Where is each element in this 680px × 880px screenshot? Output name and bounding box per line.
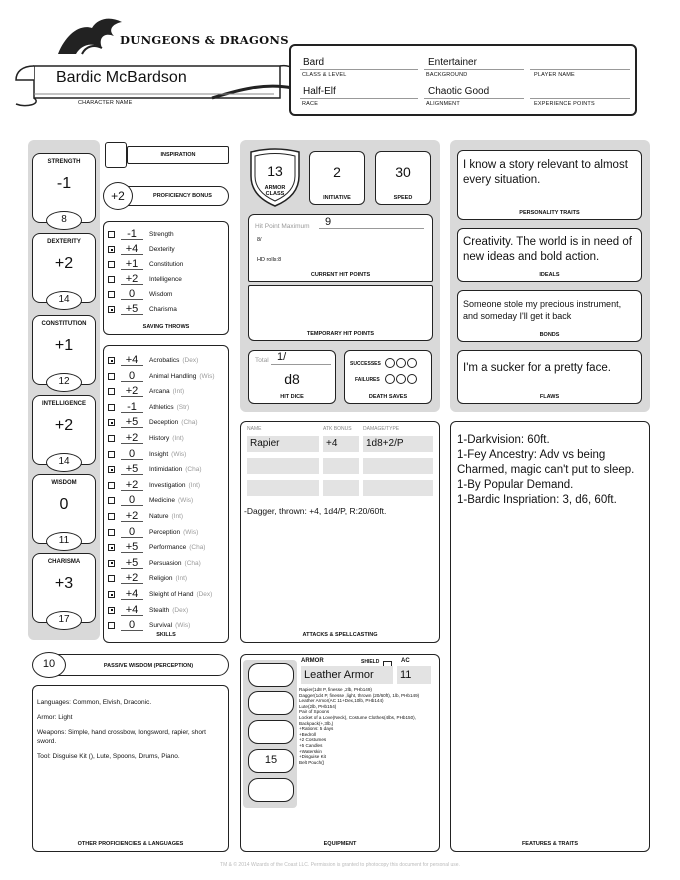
death-saves-label: DEATH SAVES: [368, 394, 408, 400]
current-hp-box[interactable]: [248, 214, 433, 282]
ability-score[interactable]: 11: [46, 532, 82, 551]
proficiency-checkbox[interactable]: [108, 419, 115, 426]
inspiration-box[interactable]: [105, 142, 127, 168]
coin-slot-cp[interactable]: [248, 663, 294, 687]
proficiency-checkbox[interactable]: [108, 607, 115, 614]
saving-throw-value[interactable]: +2: [121, 274, 143, 285]
skill-value[interactable]: 0: [121, 371, 143, 382]
skill-name: Animal Handling: [149, 372, 197, 380]
skill-ability: (Int): [172, 435, 184, 442]
proficiency-checkbox[interactable]: [108, 451, 115, 458]
skill-row: [108, 540, 205, 555]
saving-throw-name: Strength: [149, 231, 174, 238]
equipment-ac-value[interactable]: 11: [397, 666, 431, 684]
passive-wisdom-circle[interactable]: [32, 652, 66, 678]
skill-row: [108, 571, 187, 586]
equipment-shield-label: SHIELD: [361, 659, 380, 665]
equipment-label: EQUIPMENT: [323, 841, 357, 847]
ability-name: DEXTERITY: [47, 239, 81, 245]
equipment-line: Lute(2lb, PHb154): [299, 703, 337, 709]
initiative-value: 2: [333, 164, 341, 180]
attack-damage[interactable]: 1d8+2/P: [363, 436, 433, 452]
ability-name: CHARISMA: [47, 559, 81, 565]
proficiencies-line: Weapons: Simple, hand crossbow, longsword, rapier, short sword.: [37, 729, 206, 745]
attacks-col-name: NAME: [247, 426, 262, 432]
failure-checks: [385, 374, 417, 384]
skill-row: [108, 587, 212, 602]
equipment-line: +Bedroll: [299, 731, 316, 737]
saving-throw-value[interactable]: -1: [121, 229, 143, 240]
saving-throw-row: [108, 272, 182, 287]
saving-throw-row: [108, 242, 175, 257]
ability-constitution: [32, 315, 96, 391]
saving-throw-row: [108, 257, 183, 272]
skill-row: [108, 369, 215, 384]
skill-ability: (Int): [172, 388, 185, 396]
skill-row: [108, 384, 184, 399]
proficiency-checkbox[interactable]: [108, 231, 115, 238]
saving-throws-box: [103, 221, 229, 335]
race-label: RACE: [302, 101, 319, 107]
skills-box: [103, 345, 229, 643]
ability-dexterity: [32, 233, 96, 309]
skill-name: Stealth: [149, 606, 170, 614]
saving-throw-value[interactable]: +4: [121, 244, 143, 255]
skill-name: Insight: [149, 450, 169, 458]
hit-dice-label: HIT DICE: [280, 394, 304, 400]
attacks-col-damage: DAMAGE/TYPE: [363, 426, 400, 432]
proficiency-checkbox[interactable]: [108, 435, 115, 442]
skill-ability: (Dex): [196, 591, 213, 598]
feature-line: 1-Bardic Inspriation: 3, d6, 60ft.: [457, 494, 617, 506]
speed-label: SPEED: [393, 195, 413, 201]
flaws-text: I'm a sucker for a pretty face.: [463, 362, 611, 374]
success-check[interactable]: [407, 358, 417, 368]
success-check[interactable]: [385, 358, 395, 368]
coin-value: 15: [264, 754, 278, 766]
coin-slot-gp[interactable]: [248, 749, 294, 773]
features-label: FEATURES & TRAITS: [521, 841, 579, 847]
ability-score[interactable]: 14: [46, 453, 82, 472]
proficiency-checkbox[interactable]: [108, 560, 115, 567]
skill-row: [108, 556, 201, 571]
bonds-label: BONDS: [539, 332, 560, 338]
equipment-ac-label: AC: [401, 658, 410, 664]
skill-name: Medicine: [149, 497, 176, 505]
logo-text: DUNGEONS & DRAGONS: [120, 33, 289, 47]
proficiencies-line: Tool: Disguise Kit (), Lute, Spoons, Drums, Piano.: [37, 753, 180, 760]
skill-name: History: [149, 435, 170, 442]
personality-traits-label: PERSONALITY TRAITS: [519, 210, 580, 216]
skill-row: [108, 525, 198, 540]
skill-value[interactable]: +4: [121, 605, 143, 616]
attacks-box: [240, 421, 440, 643]
race-value[interactable]: Half-Elf: [303, 86, 336, 97]
feature-line: 1-Fey Ancestry: Adv vs being Charmed, magic can't put to sleep.: [457, 449, 635, 476]
alignment-value[interactable]: Chaotic Good: [428, 86, 490, 97]
current-hp-label: CURRENT HIT POINTS: [310, 272, 371, 278]
character-name[interactable]: Bardic McBardson: [56, 69, 187, 86]
hp-max-value[interactable]: 9: [325, 216, 332, 228]
attack-damage[interactable]: [363, 480, 433, 496]
proficiencies-line: Languages: Common, Elvish, Draconic.: [37, 699, 152, 706]
proficiency-checkbox[interactable]: [108, 246, 115, 253]
skill-row: [108, 447, 186, 462]
skill-name: Nature: [149, 513, 169, 520]
passive-wisdom-value: 10: [42, 658, 56, 670]
attack-name[interactable]: Rapier: [247, 436, 319, 452]
passive-wisdom-label: PASSIVE WISDOM (PERCEPTION): [103, 663, 194, 669]
attack-bonus[interactable]: [323, 480, 359, 496]
equipment-line: Backpack(+,3lb,): [299, 720, 334, 726]
skill-row: [108, 353, 198, 368]
background-value[interactable]: Entertainer: [428, 57, 477, 68]
speed-box[interactable]: [375, 151, 431, 205]
armor-class-label: ARMOR CLASS: [264, 185, 286, 197]
hp-note-2: HD rolls:8: [257, 257, 282, 263]
hp-max-label: Hit Point Maximum: [255, 223, 310, 230]
saving-throw-name: Constitution: [149, 261, 184, 268]
skill-ability: (Wis): [175, 622, 191, 630]
skill-name: Perception: [149, 528, 181, 536]
skill-ability: (Dex): [172, 606, 189, 614]
equipment-line: +2 Costumes: [299, 737, 327, 743]
passive-wisdom-banner: [48, 654, 229, 676]
equipment-line: Pair of Spoons: [299, 709, 330, 715]
attack-name[interactable]: [247, 458, 319, 474]
skill-value[interactable]: +2: [121, 433, 143, 444]
proficiencies-text[interactable]: [37, 698, 222, 761]
proficiency-checkbox[interactable]: [108, 306, 115, 313]
proficiency-bonus-circle[interactable]: [103, 182, 133, 210]
attacks-notes[interactable]: -Dagger, thrown: +4, 1d4/P, R:20/60ft.: [244, 506, 387, 516]
ideals-box[interactable]: [457, 228, 642, 282]
skill-row: [108, 431, 184, 446]
attack-bonus[interactable]: [323, 458, 359, 474]
skill-value[interactable]: 0: [121, 449, 143, 460]
proficiency-checkbox[interactable]: [108, 575, 115, 582]
ability-modifier[interactable]: +3: [54, 575, 74, 592]
proficiencies-line: Armor: Light: [37, 714, 73, 721]
proficiencies-label: OTHER PROFICIENCIES & LANGUAGES: [77, 841, 184, 847]
saving-throw-value[interactable]: +1: [121, 259, 143, 270]
equipment-line: Locket of a Love(Neck), Costume Clothes(4lbs, PHb150),: [299, 714, 416, 720]
proficiency-checkbox[interactable]: [108, 404, 115, 411]
bonds-text: Someone stole my precious instrument, and someday I'll get it back: [463, 299, 622, 321]
skill-name: Sleight of Hand: [149, 591, 194, 598]
coin-slot-ep[interactable]: [248, 720, 294, 744]
failure-check[interactable]: [407, 374, 417, 384]
attack-name[interactable]: [247, 480, 319, 496]
skill-value[interactable]: +2: [121, 386, 143, 397]
skill-value[interactable]: +5: [121, 464, 143, 475]
hit-dice-value: d8: [284, 371, 300, 387]
proficiency-checkbox[interactable]: [108, 544, 115, 551]
skill-ability: (Str): [176, 403, 190, 411]
skill-ability: (Cha): [189, 544, 206, 552]
skill-name: Religion: [149, 575, 173, 583]
failure-check[interactable]: [396, 374, 406, 384]
skill-value[interactable]: 0: [121, 620, 143, 631]
ability-modifier[interactable]: +2: [54, 255, 74, 272]
equipment-line: +Disguise Kit: [299, 754, 326, 760]
saving-throw-name: Dexterity: [149, 246, 175, 253]
skill-row: [108, 603, 188, 618]
flaws-label: FLAWS: [539, 394, 560, 400]
proficiency-checkbox[interactable]: [108, 622, 115, 629]
ability-modifier[interactable]: +1: [54, 337, 74, 354]
equipment-armor-label: ARMOR: [301, 658, 324, 664]
skill-name: Performance: [149, 544, 187, 552]
proficiency-checkbox[interactable]: [108, 388, 115, 395]
ability-score[interactable]: 12: [46, 373, 82, 392]
skill-value[interactable]: 0: [121, 495, 143, 506]
ideals-text: Creativity. The world is in need of new ideas and bold action.: [463, 236, 632, 263]
equipment-line: Belt Pouch(): [299, 759, 325, 765]
proficiency-bonus-label: PROFICIENCY BONUS: [153, 193, 212, 199]
personality-traits-box[interactable]: [457, 150, 642, 220]
proficiency-checkbox[interactable]: [108, 482, 115, 489]
success-checks: [385, 358, 417, 368]
skill-value[interactable]: +4: [121, 589, 143, 600]
skill-row: [108, 462, 202, 477]
temporary-hp-box[interactable]: [248, 285, 433, 341]
bonds-box[interactable]: [457, 290, 642, 342]
skill-ability: (Cha): [181, 419, 198, 427]
proficiency-checkbox[interactable]: [108, 261, 115, 268]
proficiency-checkbox[interactable]: [108, 591, 115, 598]
skill-row: [108, 415, 198, 430]
skill-ability: (Int): [175, 575, 188, 583]
hit-dice-box[interactable]: [248, 350, 336, 404]
alignment-label: ALIGNMENT: [426, 101, 460, 107]
ability-wisdom: [32, 474, 96, 550]
skill-name: Investigation: [149, 481, 186, 489]
equipment-line: Rapier(1d8 P, finesse ,2lb, PHb149): [299, 687, 372, 692]
ability-score[interactable]: 8: [46, 211, 82, 230]
equipment-line: +5 Candles: [299, 742, 323, 748]
ability-name: STRENGTH: [47, 159, 81, 165]
temporary-hp-label: TEMPORARY HIT POINTS: [306, 331, 375, 337]
armor-class-value[interactable]: 13: [267, 163, 283, 179]
proficiency-checkbox[interactable]: [108, 373, 115, 380]
ability-score[interactable]: 14: [46, 291, 82, 310]
ability-modifier[interactable]: +2: [54, 417, 74, 434]
skill-name: Intimidation: [149, 466, 183, 474]
skill-value[interactable]: +5: [121, 558, 143, 569]
features-text: [457, 433, 643, 508]
initiative-box[interactable]: [309, 151, 365, 205]
ability-modifier[interactable]: -1: [56, 175, 72, 192]
saving-throw-value[interactable]: 0: [121, 289, 143, 300]
skill-value[interactable]: +4: [121, 355, 143, 366]
skill-name: Athletics: [149, 403, 174, 411]
saving-throw-name: Wisdom: [149, 291, 173, 298]
proficiency-bonus-banner: [118, 186, 229, 206]
proficiencies-box: [32, 685, 229, 852]
ability-modifier[interactable]: 0: [59, 496, 69, 513]
skill-ability: (Int): [171, 513, 184, 520]
skill-row: [108, 478, 200, 493]
skill-ability: (Wis): [178, 497, 194, 505]
skill-name: Acrobatics: [149, 357, 180, 364]
proficiency-checkbox[interactable]: [108, 513, 115, 520]
equipment-line: Leather Armor(AC 11+Dex,10lb, PHb144): [299, 698, 384, 704]
initiative-label: INITIATIVE: [323, 195, 351, 201]
hp-note-1: 8/: [257, 237, 262, 243]
experience-points-label: EXPERIENCE POINTS: [534, 101, 595, 107]
proficiency-checkbox[interactable]: [108, 276, 115, 283]
proficiency-bonus-value: +2: [111, 189, 125, 203]
equipment-armor-value[interactable]: Leather Armor: [301, 666, 393, 684]
skill-name: Survival: [149, 622, 173, 630]
proficiency-checkbox[interactable]: [108, 497, 115, 504]
proficiency-checkbox[interactable]: [108, 466, 115, 473]
equipment-line: +Rations: 5 days: [299, 726, 334, 732]
skill-name: Persuasion: [149, 559, 182, 567]
successes-label: SUCCESSES: [350, 361, 381, 367]
skill-row: [108, 618, 190, 633]
skill-value[interactable]: +2: [121, 511, 143, 522]
coin-slot-sp[interactable]: [248, 691, 294, 715]
background-label: BACKGROUND: [426, 72, 468, 78]
character-name-label: CHARACTER NAME: [78, 100, 133, 106]
ability-score[interactable]: 17: [46, 611, 82, 630]
saving-throw-name: Charisma: [149, 306, 177, 313]
equipment-list[interactable]: [299, 687, 439, 765]
skill-name: Deception: [149, 419, 179, 427]
skill-value[interactable]: -1: [121, 402, 143, 413]
inspiration-banner: [127, 146, 229, 164]
ability-charisma: [32, 553, 96, 629]
player-name-label: PLAYER NAME: [534, 72, 575, 78]
skill-ability: (Cha): [185, 466, 202, 474]
attacks-label: ATTACKS & SPELLCASTING: [302, 632, 378, 638]
saving-throw-value[interactable]: +5: [121, 304, 143, 315]
hit-dice-total-value[interactable]: 1/: [277, 351, 287, 363]
saving-throws-label: SAVING THROWS: [142, 324, 190, 330]
feature-line: 1-Darkvision: 60ft.: [457, 434, 550, 446]
coin-slot-pp[interactable]: [248, 778, 294, 802]
skills-label: SKILLS: [156, 632, 176, 638]
skill-ability: (Dex): [182, 357, 199, 364]
inspiration-label: INSPIRATION: [160, 152, 196, 158]
ability-name: CONSTITUTION: [41, 321, 87, 327]
equipment-line: +Waterskin: [299, 748, 322, 754]
class-level-value[interactable]: Bard: [303, 57, 325, 68]
saving-throw-row: [108, 227, 174, 242]
ability-intelligence: [32, 395, 96, 471]
skill-row: [108, 493, 193, 508]
attack-bonus[interactable]: +4: [323, 436, 359, 452]
skill-ability: (Wis): [171, 450, 187, 458]
skill-value[interactable]: +5: [121, 542, 143, 553]
proficiency-checkbox[interactable]: [108, 357, 115, 364]
skill-ability: (Int): [188, 481, 201, 489]
saving-throw-row: [108, 302, 177, 317]
skill-ability: (Cha): [184, 559, 201, 567]
success-check[interactable]: [396, 358, 406, 368]
failures-label: FAILURES: [355, 377, 380, 383]
skill-value[interactable]: +2: [121, 480, 143, 491]
personality-traits-text: I know a story relevant to almost every situation.: [463, 159, 628, 186]
saving-throw-row: [108, 287, 172, 302]
attacks-col-bonus: ATK BONUS: [323, 426, 352, 432]
skill-name: Arcana: [149, 388, 170, 396]
saving-throw-name: Intelligence: [149, 276, 182, 283]
flaws-box[interactable]: [457, 350, 642, 404]
ability-name: WISDOM: [51, 480, 77, 486]
hit-dice-total-label: Total: [255, 357, 269, 364]
attack-damage[interactable]: [363, 458, 433, 474]
ability-name: INTELLIGENCE: [41, 401, 86, 407]
skill-ability: (Wis): [199, 372, 215, 380]
skill-value[interactable]: +5: [121, 417, 143, 428]
skill-ability: (Wis): [183, 528, 199, 536]
feature-line: 1-By Popular Demand.: [457, 479, 574, 491]
footer-legal: TM & © 2014 Wizards of the Coast LLC. Permission is granted to photocopy this document for personal use.: [220, 862, 460, 868]
ideals-label: IDEALS: [539, 272, 560, 278]
class-level-label: CLASS & LEVEL: [302, 72, 347, 78]
skill-row: [108, 400, 189, 415]
skill-value[interactable]: +2: [121, 573, 143, 584]
equipment-line: Dagger(1d4 P, finesse ,light, thrown (20/60ft), 1lb, PHb149): [299, 692, 420, 698]
death-saves-box: [344, 350, 432, 404]
failure-check[interactable]: [385, 374, 395, 384]
ability-strength: [32, 153, 96, 229]
proficiency-checkbox[interactable]: [108, 291, 115, 298]
proficiency-checkbox[interactable]: [108, 529, 115, 536]
features-box[interactable]: [450, 421, 650, 852]
skill-row: [108, 509, 183, 524]
speed-value: 30: [395, 164, 411, 180]
skill-value[interactable]: 0: [121, 527, 143, 538]
